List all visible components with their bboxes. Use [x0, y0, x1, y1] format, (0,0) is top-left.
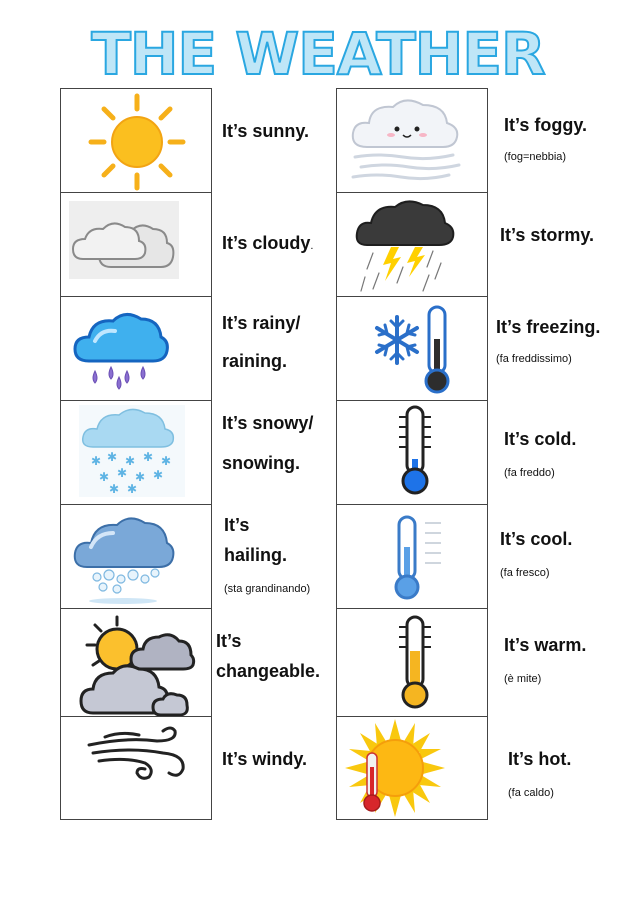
label-hailing-line2: hailing. — [224, 545, 287, 565]
page-title: THE WEATHER — [91, 20, 545, 88]
sun-behind-clouds-icon — [79, 611, 197, 717]
svg-text:✱: ✱ — [143, 450, 154, 464]
label-cloudy-text: It’s cloudy — [222, 233, 311, 253]
image-box-warm — [336, 608, 488, 718]
sun-icon — [87, 93, 187, 191]
note-cool: (fa fresco) — [500, 567, 550, 579]
rain-cloud-icon — [71, 307, 171, 393]
label-windy: It’s windy. — [222, 749, 308, 769]
note-hot: (fa caldo) — [508, 787, 554, 799]
fog-cloud-icon — [349, 95, 469, 181]
svg-text:✱: ✱ — [135, 470, 146, 484]
label-cool: It’s cool. — [500, 529, 573, 549]
label-cold: It’s cold. — [504, 429, 577, 449]
hot-sun-thermometer-icon — [345, 719, 445, 817]
warm-thermometer-icon — [397, 615, 433, 709]
svg-text:✱: ✱ — [117, 466, 128, 480]
image-box-cool — [336, 504, 488, 610]
label-hot: It’s hot. — [508, 749, 572, 769]
svg-text:✱: ✱ — [107, 450, 118, 464]
label-hailing-line1: It’s — [224, 515, 250, 535]
label-stormy: It’s stormy. — [500, 225, 595, 245]
label-rainy-line1: It’s rainy/ — [222, 313, 301, 333]
image-box-cloudy — [60, 192, 212, 298]
snow-cloud-icon — [77, 403, 187, 499]
storm-cloud-icon — [353, 197, 457, 295]
label-freezing: It’s freezing. — [496, 317, 601, 337]
svg-text:✱: ✱ — [125, 454, 136, 468]
image-box-hailing — [60, 504, 212, 610]
label-changeable-line1: It’s — [216, 631, 242, 651]
label-snowy-line1: It’s snowy/ — [222, 413, 314, 433]
label-cloudy-period: . — [310, 240, 314, 252]
image-box-foggy — [336, 88, 488, 194]
svg-text:✱: ✱ — [127, 482, 138, 496]
note-warm: (è mite) — [504, 673, 542, 685]
svg-text:✱: ✱ — [99, 470, 110, 484]
cloud-icon — [69, 201, 179, 279]
image-box-sunny — [60, 88, 212, 194]
hail-cloud-icon — [71, 511, 175, 607]
cold-thermometer-icon — [397, 405, 433, 495]
note-freezing: (fa freddissimo) — [496, 353, 572, 365]
image-box-cold — [336, 400, 488, 506]
image-box-freezing — [336, 296, 488, 402]
note-hailing: (sta grandinando) — [224, 583, 311, 595]
label-changeable-line2: changeable. — [216, 661, 321, 681]
svg-text:✱: ✱ — [91, 454, 102, 468]
snowflake-thermometer-icon — [371, 303, 461, 395]
cool-thermometer-icon — [385, 513, 455, 603]
label-warm: It’s warm. — [504, 635, 587, 655]
label-foggy: It’s foggy. — [504, 115, 587, 135]
svg-text:✱: ✱ — [153, 468, 164, 482]
label-rainy-line2: raining. — [222, 351, 288, 371]
label-sunny: It’s sunny. — [222, 121, 310, 141]
image-box-changeable — [60, 608, 212, 718]
wind-icon — [87, 723, 191, 783]
svg-text:✱: ✱ — [161, 454, 172, 468]
svg-text:✱: ✱ — [109, 482, 120, 496]
image-box-rainy — [60, 296, 212, 402]
label-snowy-line2: snowing. — [222, 453, 300, 473]
note-cold: (fa freddo) — [504, 467, 555, 479]
note-foggy: (fog=nebbia) — [504, 151, 567, 163]
image-box-stormy — [336, 192, 488, 298]
image-box-snowy — [60, 400, 212, 506]
label-cloudy — [222, 232, 313, 257]
image-box-hot — [336, 716, 488, 820]
image-box-windy — [60, 716, 212, 820]
